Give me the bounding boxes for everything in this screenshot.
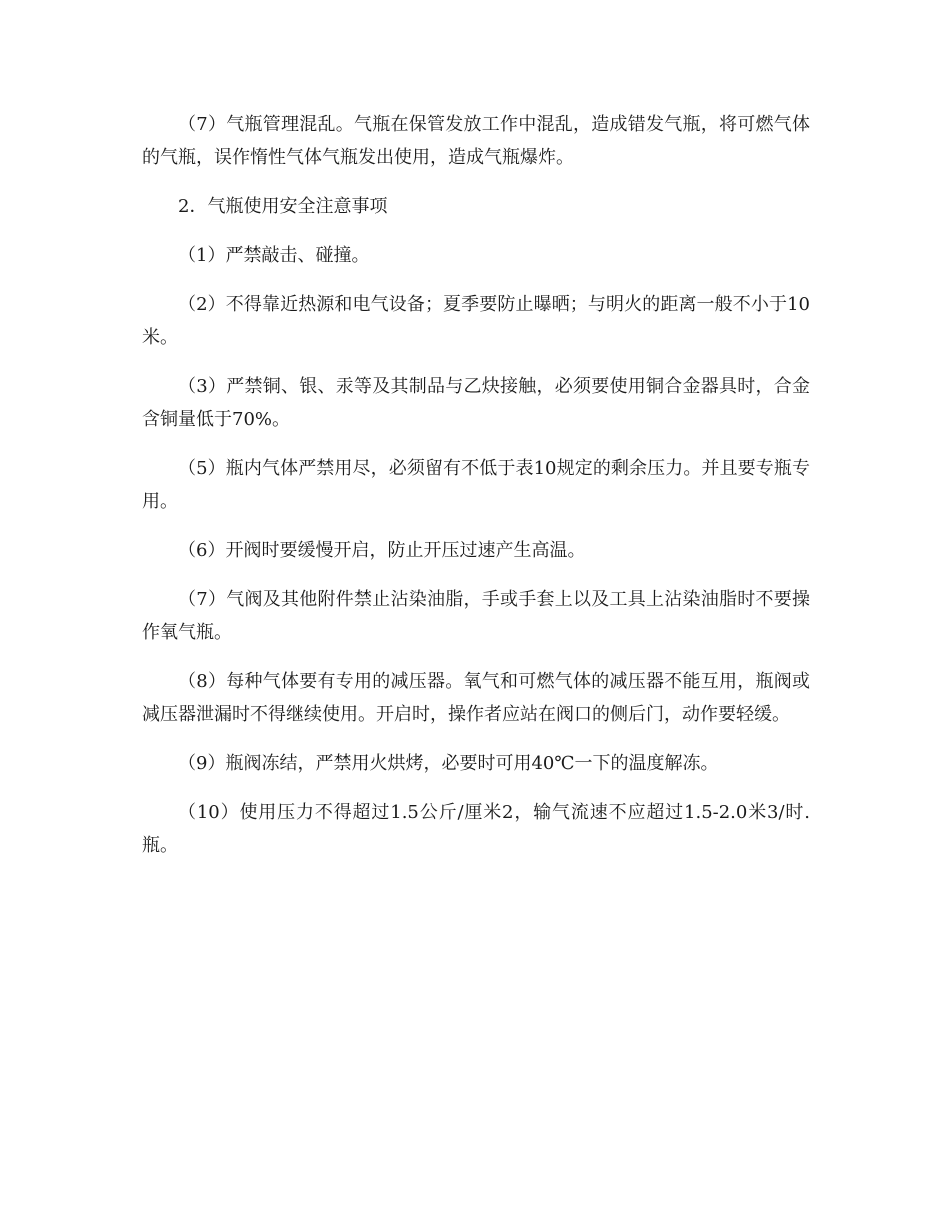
- document-body: [142, 108, 810, 878]
- paragraph-item-2: （2）不得靠近热源和电气设备；夏季要防止曝晒；与明火的距离一般不小于10米。: [142, 294, 810, 348]
- paragraph-item-7: （7）气阀及其他附件禁止沾染油脂，手或手套上以及工具上沾染油脂时不要操作氧气瓶。: [142, 589, 810, 643]
- paragraph-item-5: （5）瓶内气体严禁用尽，必须留有不低于表10规定的剩余压力。并且要专瓶专用。: [142, 458, 810, 512]
- section-heading-safety-notes: 2．气瓶使用安全注意事项: [178, 196, 388, 217]
- paragraph-item-10: （10）使用压力不得超过1.5公斤/厘米2，输气流速不应超过1.5-2.0米3/时.瓶。: [142, 802, 810, 856]
- paragraph-cylinder-mismanagement: （7）气瓶管理混乱。气瓶在保管发放工作中混乱，造成错发气瓶，将可燃气体的气瓶，误作惰性气体气瓶发出使用，造成气瓶爆炸。: [142, 114, 810, 168]
- paragraph-item-8: （8）每种气体要有专用的减压器。氧气和可燃气体的减压器不能互用，瓶阀或减压器泄漏时不得继续使用。开启时，操作者应站在阀口的侧后门，动作要轻缓。: [142, 671, 810, 725]
- paragraph-item-1: （1）严禁敲击、碰撞。: [178, 245, 370, 266]
- paragraph-item-6: （6）开阀时要缓慢开启，防止开压过速产生高温。: [178, 540, 586, 561]
- paragraph-item-9: （9）瓶阀冻结，严禁用火烘烤，必要时可用40℃一下的温度解冻。: [178, 753, 719, 774]
- paragraph-item-3: （3）严禁铜、银、汞等及其制品与乙炔接触，必须要使用铜合金器具时，合金含铜量低于70%。: [142, 376, 810, 430]
